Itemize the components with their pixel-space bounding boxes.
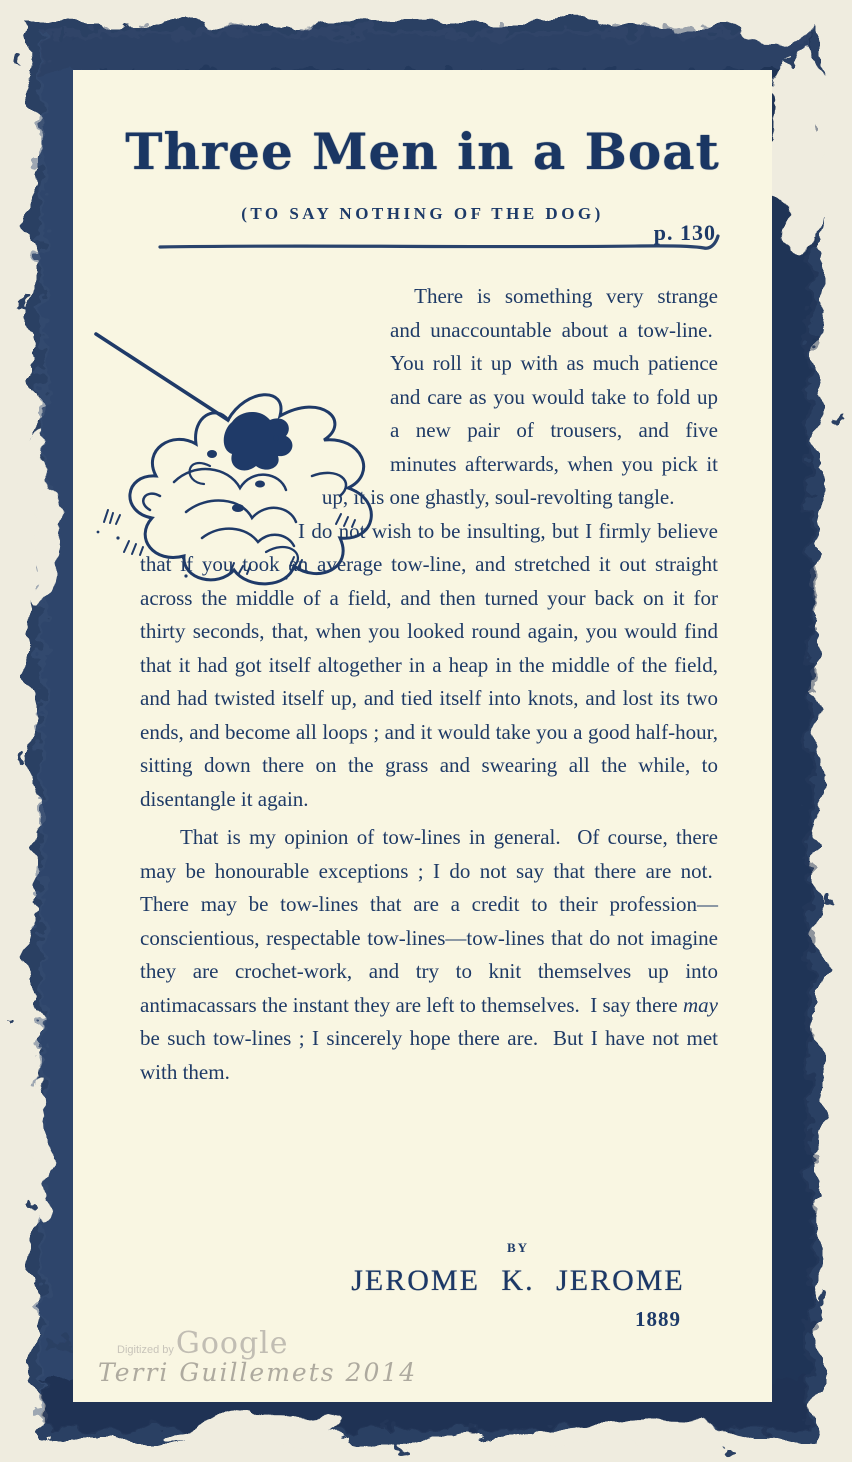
body-paragraph-3 [140,821,718,1089]
paragraph-3-text-start: That is my opinion of tow-lines in general. Of course, there may be honourable exceptions ; I do not say that there are not. There may be tow-lines that are a credit to their profession—conscientious, respectable tow-lines—tow-lines that do not imagine they are crochet-work, and try to knit themselves up into antimacassars the instant they are left to themselves. I say there [140,825,718,1017]
by-label: BY [506,1240,530,1255]
book-page [73,70,772,1402]
google-logo-watermark: Google [175,1326,289,1361]
book-title: Three Men in a Boat [125,122,720,181]
book-subtitle: (TO SAY NOTHING OF THE DOG) [241,204,604,223]
signature-block [343,1240,693,1332]
body-paragraph-1: There is something very strange and unaccountable about a tow-line. You roll it up with as much patience and care as you would take to fold up a new pair of trousers, and five minutes afterwards, when you pick it up, it is one ghastly, soul-revolting tangle. [321,284,718,509]
author-name: JEROME K. JEROME [351,1264,685,1297]
body-text [140,280,718,1089]
page-number: p. 130 [653,220,716,245]
digitized-by-label: Digitized by [117,1344,174,1356]
publication-year: 1889 [635,1307,681,1331]
body-paragraph-2: I do not wish to be insulting, but I firmly believe that if you took an average tow-line, and stretched it out straight across the middle of a field, and then turned your back on it for thirty seconds, that, when you looked round again, you would find that it had got itself altogether in a heap in the middle of the field, and had twisted itself up, and tied itself into knots, and lost its two ends, and become all loops ; and it would take you a good half-hour, sitting down there on the grass and swearing all the while, to disentangle it again. [140,518,718,811]
paragraph-3-text-end: be such tow-lines ; I sincerely hope there are. But I have not met with them. [140,1026,718,1084]
attribution-watermark: Terri Guillemets 2014 [98,1358,418,1387]
digitized-by-google-watermark [117,1326,289,1361]
paragraph-3-italic-may: may [683,992,718,1017]
